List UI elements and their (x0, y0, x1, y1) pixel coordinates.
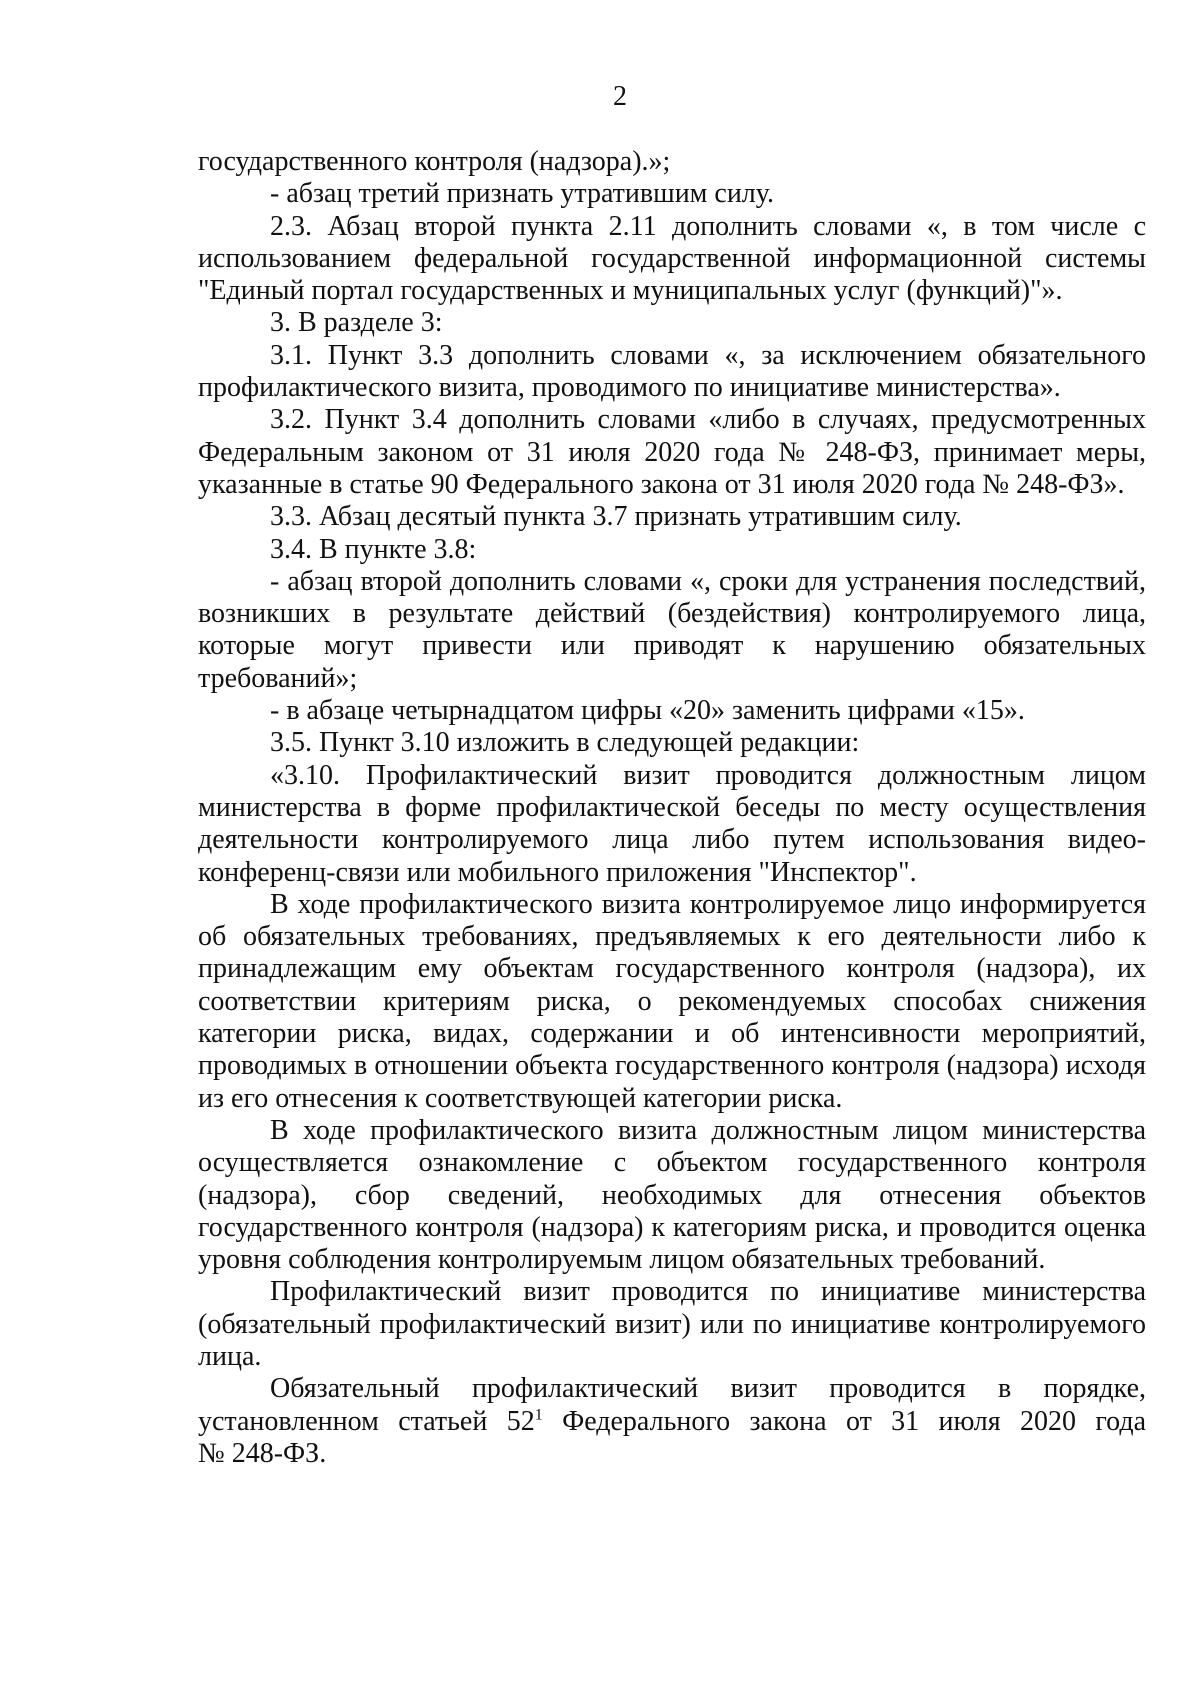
paragraph: 2.3. Абзац второй пункта 2.11 дополнить словами «, в том числе с использованием федеральной государственной информационной системы "Единый портал государственных и муниципальных услуг (функций)"». (198, 210, 1146, 307)
law-reference-text-cont: Федерального закона от 31 июля 2020 года (542, 1405, 1147, 1437)
paragraph: 3.5. Пункт 3.10 изложить в следующей редакции: (270, 727, 860, 759)
paragraph: 3.4. В пункте 3.8: (270, 533, 477, 565)
paragraph-law-number: № 248-ФЗ. (198, 1437, 327, 1469)
paragraph: - абзац второй дополнить словами «, сроки для устранения последствий, возникших в результате действий (бездействия) контролируемого лица, которые могут привести или приводят к нарушению обязательных требований»; (198, 565, 1146, 694)
paragraph-continuation: государственного контроля (надзора).»; (198, 146, 671, 177)
page-number: 2 (613, 81, 627, 112)
paragraph: 3.2. Пункт 3.4 дополнить словами «либо в случаях, предусмотренных Федеральным законом от 31 июля 2020 года № 248-ФЗ, принимает меры, указанные в статье 90 Федерального закона от 31 июля 2020 года № 248-ФЗ». (198, 404, 1146, 500)
paragraph: В ходе профилактического визита контролируемое лицо информируется об обязательных требованиях, предъявляемых к его деятельности либо к принадлежащим ему объектам государственного контроля (надзора), их соответствии критериям риска, о рекомендуемых способах снижения категории риска, видах, содержании и об интенсивности мероприятий, проводимых в отношении объекта государственного контроля (надзора) исходя из его отнесения к соответствующей категории риска. (198, 888, 1146, 1114)
paragraph: 3.3. Абзац десятый пункта 3.7 признать утратившим силу. (270, 501, 962, 533)
law-reference-text: Обязательный профилактический визит проводится в порядке, установленном статьей 52 (198, 1373, 1146, 1437)
paragraph: 3.1. Пункт 3.3 дополнить словами «, за исключением обязательного профилактического визита, проводимого по инициативе министерства». (198, 339, 1146, 404)
paragraph: - абзац третий признать утратившим силу. (270, 178, 774, 210)
paragraph-law-reference (198, 1373, 1146, 1438)
paragraph: В ходе профилактического визита должностным лицом министерства осуществляется ознакомление с объектом государственного контроля (надзора), сбор сведений, необходимых для отнесения объектов государственного контроля (надзора) к категориям риска, и проводится оценка уровня соблюдения контролируемым лицом обязательных требований. (198, 1114, 1146, 1276)
paragraph: «3.10. Профилактический визит проводится должностным лицом министерства в форме профилактической беседы по месту осуществления деятельности контролируемого лица либо путем использования видео-конференц-связи или мобильного приложения "Инспектор". (198, 759, 1146, 888)
paragraph: - в абзаце четырнадцатом цифры «20» заменить цифрами «15». (270, 695, 1025, 727)
section-heading: 3. В разделе 3: (270, 307, 443, 339)
article-superscript: 1 (534, 1406, 543, 1424)
paragraph: Профилактический визит проводится по инициативе министерства (обязательный профилактический визит) или по инициативе контролируемого лица. (198, 1276, 1146, 1372)
document-body (198, 146, 1146, 1470)
